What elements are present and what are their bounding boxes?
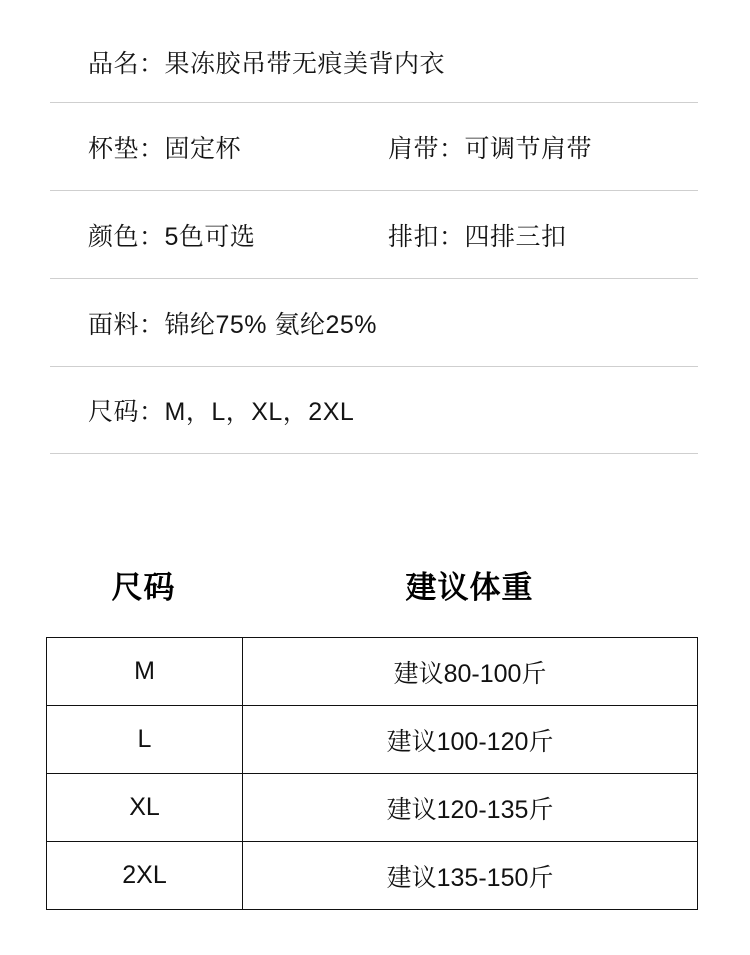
size-cell: M <box>47 638 243 706</box>
weight-cell: 建议80-100斤 <box>243 638 698 706</box>
color-text: 颜色：5色可选 <box>88 222 256 251</box>
weight-cell: 建议135-150斤 <box>243 842 698 910</box>
size-recommendation-table <box>46 637 698 910</box>
spec-list <box>50 22 698 454</box>
spec-row <box>50 190 698 278</box>
shoulder-strap-text: 肩带：可调节肩带 <box>388 134 593 163</box>
spec-row <box>50 22 698 102</box>
spec-row <box>50 102 698 190</box>
size-column-header: 尺码 <box>111 570 176 605</box>
table-row <box>47 774 698 842</box>
size-table-headers <box>46 562 698 607</box>
size-cell: 2XL <box>47 842 243 910</box>
cup-pad-text: 杯垫：固定杯 <box>88 134 242 163</box>
table-row <box>47 842 698 910</box>
spec-row <box>50 366 698 454</box>
weight-cell: 建议100-120斤 <box>243 706 698 774</box>
product-name-text: 品名：果冻胶吊带无痕美背内衣 <box>88 50 446 78</box>
buckle-text: 排扣：四排三扣 <box>388 222 567 251</box>
table-row <box>47 706 698 774</box>
size-cell: XL <box>47 774 243 842</box>
table-row <box>47 638 698 706</box>
weight-cell: 建议120-135斤 <box>243 774 698 842</box>
size-cell: L <box>47 706 243 774</box>
size-options-text: 尺码：M，L，XL，2XL <box>88 398 355 426</box>
weight-column-header: 建议体重 <box>405 570 534 605</box>
fabric-text: 面料：锦纶75% 氨纶25% <box>88 310 378 339</box>
spec-row <box>50 278 698 366</box>
